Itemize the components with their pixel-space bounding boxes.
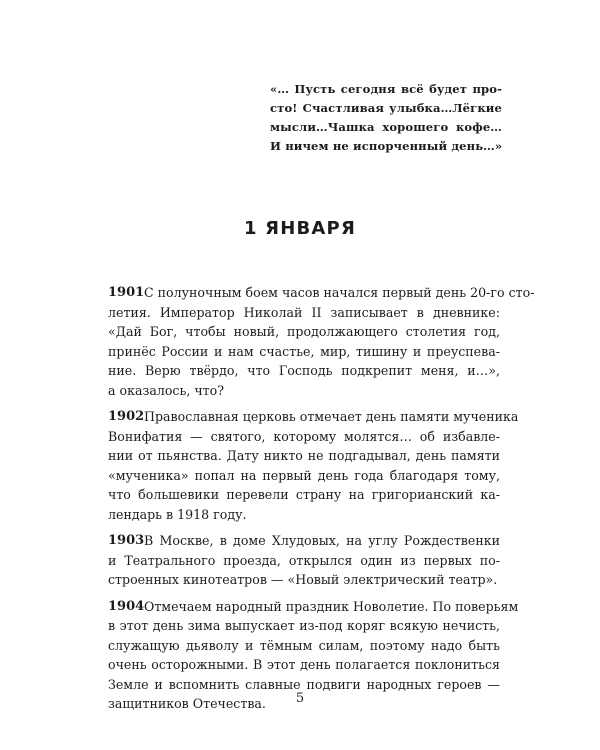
- entry-line: нии от пьянства. Дату никто не подгадывал, день памяти: [108, 448, 500, 463]
- list-item: [108, 407, 519, 524]
- entry-line: очень осторожными. В этот день полагается поклониться: [108, 657, 500, 672]
- entry-line: строенных кинотеатров — «Новый электрический театр».: [108, 572, 498, 587]
- epigraph-line: сто! Счастливая улыбка…Лёгкие: [270, 101, 502, 115]
- page-number: 5: [295, 691, 305, 706]
- entry-year: 1903: [108, 533, 145, 548]
- entry-line: что большевики перевели страну на григорианский ка-: [108, 487, 500, 502]
- epigraph: [270, 80, 502, 156]
- entry-line: С полуночным боем часов начался первый день 20-го сто-: [144, 285, 535, 300]
- entry-line: и Театрального проезда, открылся один из первых по-: [108, 552, 500, 568]
- entry-line: «мученика» попал на первый день года благодаря тому,: [108, 467, 500, 483]
- entry-text: [108, 283, 535, 400]
- entry-line: в этот день зима выпускает из-под коряг всякую нечисть,: [108, 618, 500, 633]
- entry-line: принёс России и нам счастье, мир, тишину и преуспева-: [108, 343, 500, 359]
- entry-year: 1901: [108, 285, 145, 300]
- entries-list: [108, 283, 535, 721]
- entry-line: «Дай Бог, чтобы новый, продолжающего столетия год,: [108, 324, 500, 339]
- entry-text: [108, 407, 519, 524]
- entry-text: [108, 531, 500, 590]
- entry-line: В Москве, в доме Хлудовых, на углу Рождественки: [144, 533, 500, 548]
- entry-year: 1904: [108, 598, 145, 614]
- entry-line: Отмечаем народный праздник Новолетие. По поверьям: [144, 598, 519, 614]
- entry-line: летия. Император Николай II записывает в дневнике:: [108, 304, 500, 320]
- entry-line: Земле и вспомнить славные подвиги народных героев —: [108, 676, 500, 692]
- entry-line: лендарь в 1918 году.: [108, 506, 247, 522]
- list-item: [108, 531, 500, 590]
- epigraph-line: И ничем не испорченный день…»: [270, 139, 503, 153]
- entry-line: защитников Отечества.: [108, 696, 266, 711]
- entry-line: ние. Верю твёрдо, что Господь подкрепит меня, и…»,: [108, 363, 500, 378]
- chapter-title: 1 ЯНВАРЯ: [243, 218, 357, 239]
- epigraph-line: «… Пусть сегодня всё будет про-: [270, 82, 502, 96]
- entry-line: а оказалось, что?: [108, 382, 224, 398]
- entry-line: служащую дьяволу и тёмным силам, поэтому надо быть: [108, 637, 500, 653]
- entry-line: Вонифатия — святого, которому молятся… об избавле-: [108, 428, 500, 444]
- entry-line: Православная церковь отмечает день памяти мученика: [144, 409, 519, 424]
- list-item: [108, 283, 535, 400]
- entry-year: 1902: [108, 409, 145, 424]
- epigraph-line: мысли…Чашка хорошего кофе…: [270, 120, 502, 134]
